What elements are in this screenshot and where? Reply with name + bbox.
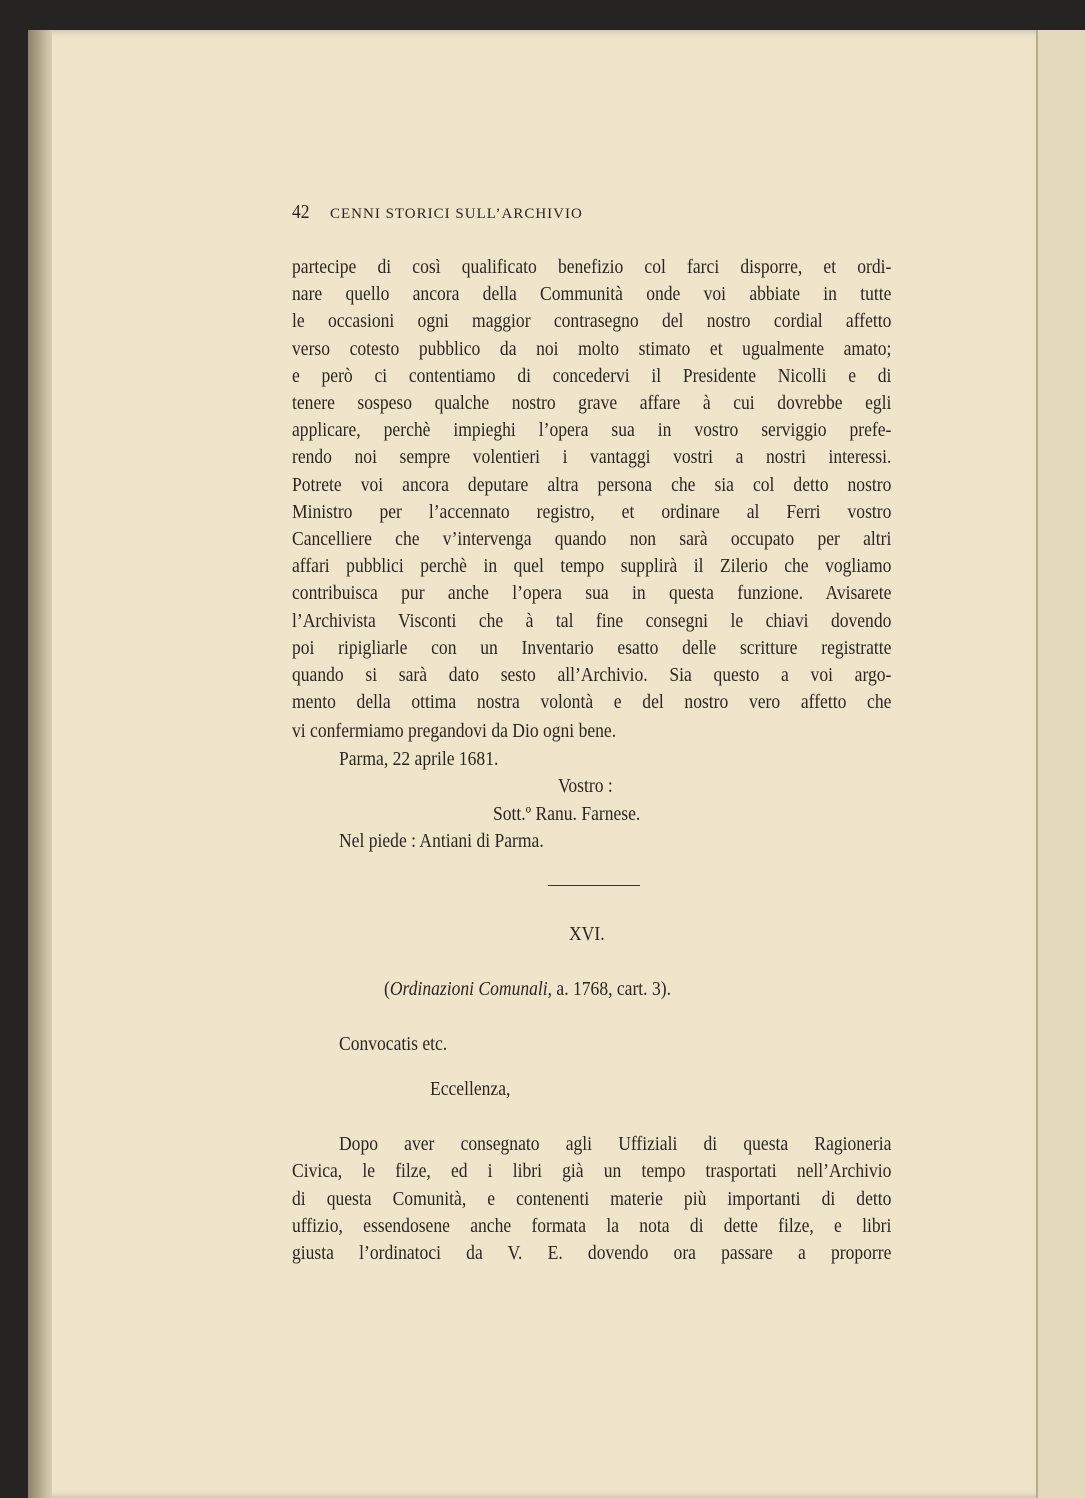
book-page [28, 30, 1036, 1498]
text-line: Ministro per l’accennato registro, et ordinare al Ferri vostro [292, 501, 892, 523]
source-title: Ordinazioni Comunali, [389, 979, 553, 1000]
section-divider [548, 885, 640, 886]
text-line: le occasioni ogni maggior contrasegno del nostro cordial affetto [292, 311, 892, 333]
section-number: XVI. [569, 924, 605, 945]
text-line: Potrete voi ancora deputare altra persona che sia col detto nostro [292, 474, 892, 496]
source-paren: ( [384, 979, 390, 1000]
text-line: uffizio, essendosene anche formata la nota di dette filze, e libri [292, 1215, 892, 1237]
page-gutter [28, 30, 52, 1498]
next-page-edge [1036, 30, 1085, 1498]
text-line: poi ripigliarle con un Inventario esatto delle scritture registratte [292, 637, 892, 659]
running-title: CENNI STORICI SULL’ARCHIVIO [330, 206, 583, 222]
text-line: contribuisca pur anche l’opera sua in questa funzione. Avisarete [292, 583, 892, 605]
text-line: quando si sarà dato sesto all’Archivio. Sia questo a voi argo- [292, 665, 892, 686]
text-line: Cancelliere che v’intervenga quando non sarà occupato per altri [292, 529, 892, 550]
page-number: 42 [292, 202, 310, 223]
letter-closing: Vostro : [558, 776, 613, 797]
text-line: e però ci contentiamo di concedervi il Presidente Nicolli e di [292, 365, 892, 387]
text-line: applicare, perchè impieghi l’opera sua in vostro serviggio prefe- [292, 420, 892, 442]
text-line: affari pubblici perchè in quel tempo supplirà il Zilerio che vogliamo [292, 556, 892, 578]
letter-last-line: vi confermiamo pregandovi da Dio ogni bene. [292, 721, 617, 742]
text-line: giusta l’ordinatoci da V. E. dovendo ora passare a proporre [292, 1243, 892, 1265]
text-line: l’Archivista Visconti che à tal fine consegni le chiavi dovendo [292, 610, 892, 632]
letter-footer-note: Nel piede : Antiani di Parma. [339, 831, 544, 852]
convocatis: Convocatis etc. [339, 1034, 448, 1055]
text-line: rendo noi sempre volentieri i vantaggi vostri a nostri interessi. [292, 447, 892, 469]
text-line: verso cotesto pubblico da noi molto stimato et ugualmente amato; [292, 338, 892, 360]
text-line: Dopo aver consegnato agli Uffiziali di questa Ragioneria [339, 1134, 892, 1155]
source-ref: a. 1768, cart. 3). [552, 979, 671, 1000]
section-source [384, 977, 671, 1003]
text-line: mento della ottima nostra volontà e del nostro vero affetto che [292, 692, 892, 714]
text-line: di questa Comunità, e contenenti materie più importanti di detto [292, 1188, 892, 1210]
salutation: Eccellenza, [430, 1079, 511, 1100]
text-line: nare quello ancora della Communità onde voi abbiate in tutte [292, 284, 892, 306]
text-line: partecipe di così qualificato benefizio col farci disporre, et ordi- [292, 257, 892, 278]
text-line: tenere sospeso qualche nostro grave affare à cui dovrebbe egli [292, 393, 892, 414]
letter-signature: Sott.º Ranu. Farnese. [493, 804, 641, 825]
letter-date: Parma, 22 aprile 1681. [339, 749, 499, 770]
text-line: Civica, le filze, ed i libri già un tempo trasportati nell’Archivio [292, 1161, 892, 1183]
